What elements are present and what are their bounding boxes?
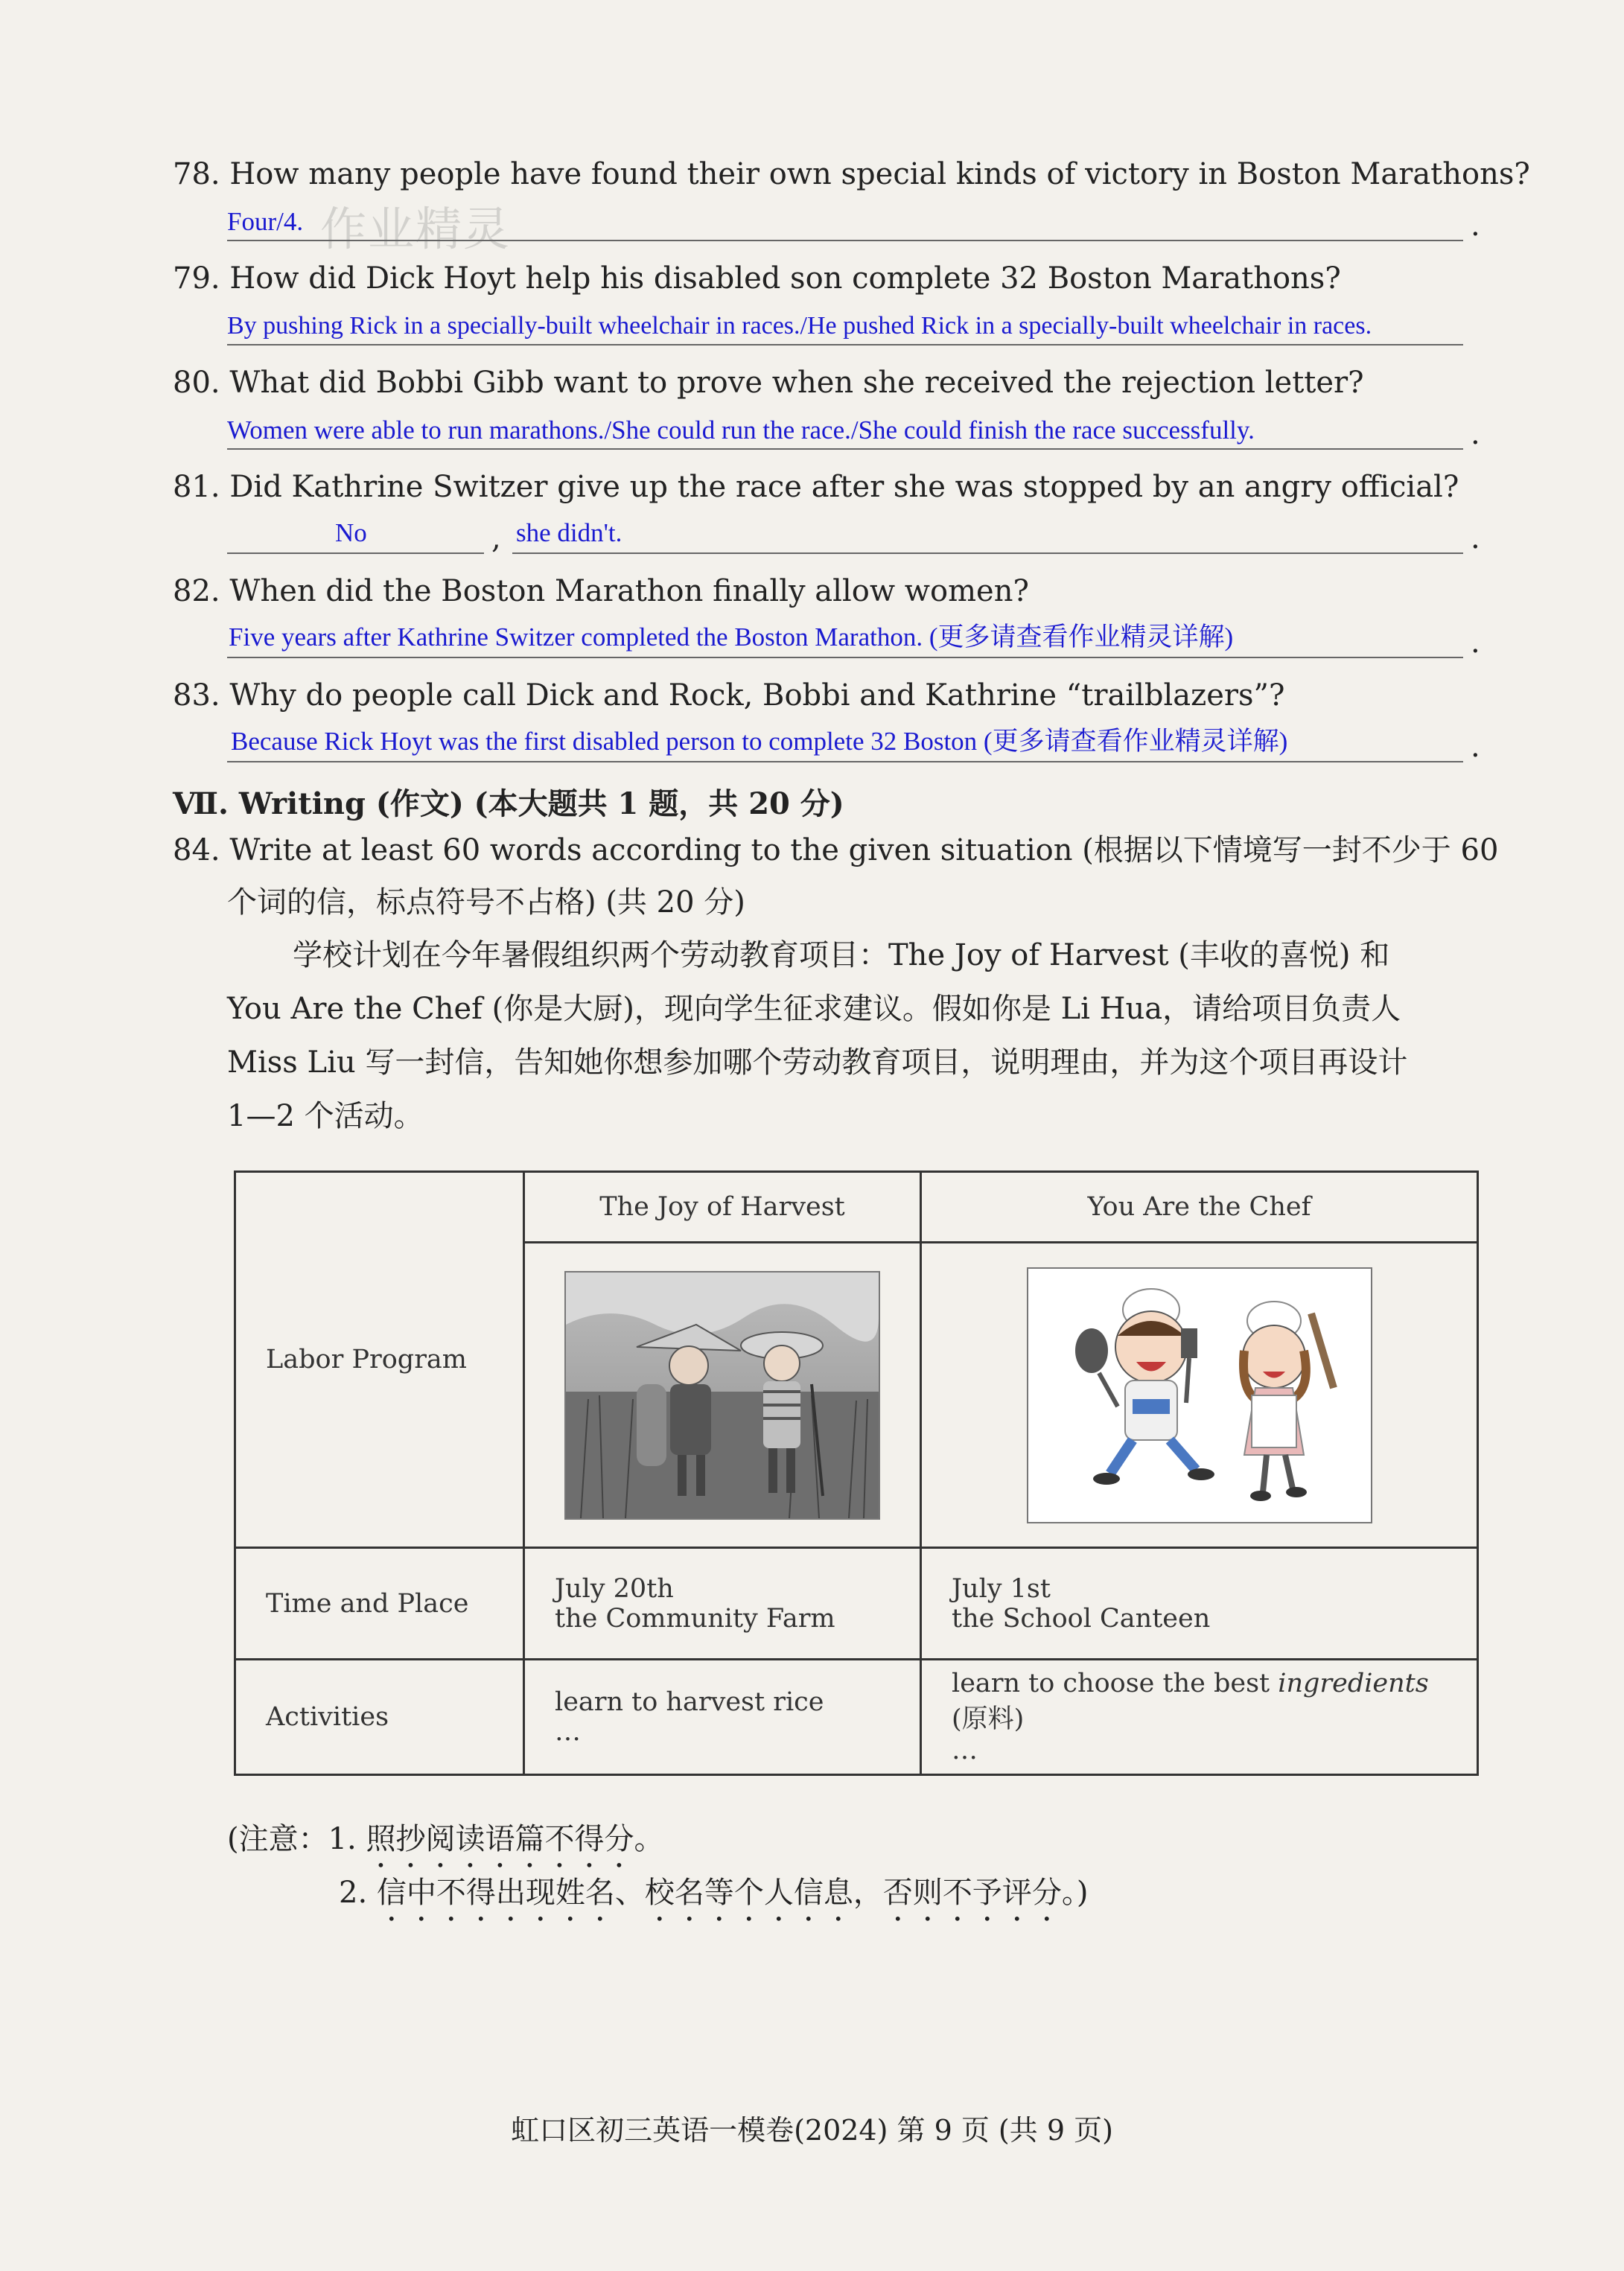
period: . — [1471, 730, 1480, 764]
answer-78: Four/4. — [227, 207, 304, 236]
row-label-program: Labor Program — [235, 1172, 524, 1548]
question-79: 79. How did Dick Hoyt help his disabled son complete 32 Boston Marathons? — [173, 261, 1341, 296]
watermark: 作业精灵 — [320, 202, 512, 256]
answer-81-a: No — [335, 518, 367, 547]
question-84-line2: 个词的信，标点符号不占格) (共 20 分) — [227, 885, 745, 920]
harvest-activities — [524, 1660, 921, 1775]
answer-line-79 — [227, 344, 1463, 345]
period: . — [1471, 521, 1480, 555]
period: . — [1471, 417, 1480, 451]
chef-activity-more: … — [952, 1736, 978, 1765]
harvest-time-place — [524, 1548, 921, 1660]
situation-line2: You Are the Chef (你是大厨)，现向学生征求建议。假如你是 Li Hua，请给项目负责人 — [227, 992, 1401, 1026]
period: . — [1471, 625, 1480, 660]
chef-illustration-cell — [921, 1243, 1478, 1548]
harvest-illustration — [564, 1271, 880, 1520]
situation-line3: Miss Liu 写一封信，告知她你想参加哪个劳动教育项目，说明理由，并为这个项目再设计 — [227, 1045, 1408, 1080]
question-83: 83. Why do people call Dick and Rock, Bobbi and Kathrine “trailblazers”? — [173, 678, 1285, 713]
harvest-illustration-cell — [524, 1243, 921, 1548]
question-81: 81. Did Kathrine Switzer give up the race after she was stopped by an angry official? — [173, 470, 1459, 504]
answer-80: Women were able to run marathons./She could run the race./She could finish the race successfully. — [227, 415, 1255, 445]
answer-line-81-b — [512, 552, 1463, 554]
header-joy-of-harvest: The Joy of Harvest — [524, 1172, 921, 1243]
answer-line-80 — [227, 448, 1463, 450]
situation-line1: 学校计划在今年暑假组织两个劳动教育项目：The Joy of Harvest (丰收的喜悦) 和 — [293, 938, 1390, 972]
answer-line-81-a — [227, 552, 484, 554]
note-2: 2. 信中不得出现姓名、校名等个人信息，否则不予评分。) — [339, 1876, 1089, 1910]
answer-81-b: she didn't. — [516, 518, 622, 547]
chef-activities — [921, 1660, 1478, 1775]
answer-83: Because Rick Hoyt was the first disabled person to complete 32 Boston (更多请查看作业精灵详解) — [231, 727, 1288, 756]
note-1: (注意：1. 照抄阅读语篇不得分。 — [227, 1822, 664, 1856]
question-80: 80. What did Bobbi Gibb want to prove when she received the rejection letter? — [173, 366, 1364, 400]
comma: , — [491, 521, 501, 555]
harvest-activity-more: … — [555, 1717, 581, 1747]
answer-line-82 — [227, 657, 1463, 658]
answer-line-78 — [227, 240, 1463, 241]
harvest-date: July 20th — [555, 1573, 674, 1604]
question-82: 82. When did the Boston Marathon finally allow women? — [173, 574, 1029, 608]
question-84-line1: 84. Write at least 60 words according to the given situation (根据以下情境写一封不少于 60 — [173, 833, 1499, 867]
chef-activity-1: learn to choose the best ingredients (原料) — [952, 1669, 1429, 1734]
chef-time-place — [921, 1548, 1478, 1660]
harvest-place: the Community Farm — [555, 1603, 835, 1634]
program-table — [234, 1170, 1479, 1776]
situation-line4: 1—2 个活动。 — [227, 1099, 424, 1133]
harvest-activity-1: learn to harvest rice — [555, 1687, 824, 1717]
chef-date: July 1st — [952, 1573, 1051, 1604]
section-title: Ⅶ. Writing (作文) (本大题共 1 题，共 20 分) — [173, 786, 844, 821]
answer-79: By pushing Rick in a specially-built wheelchair in races./He pushed Rick in a specially-built wheelchair in races. — [227, 312, 1372, 340]
row-label-time-place: Time and Place — [235, 1548, 524, 1660]
answer-82: Five years after Kathrine Switzer completed the Boston Marathon. (更多请查看作业精灵详解) — [229, 622, 1234, 652]
chef-illustration — [1027, 1267, 1372, 1523]
answer-line-83 — [227, 761, 1463, 762]
page-footer: 虹口区初三英语一模卷(2024) 第 9 页 (共 9 页) — [511, 2114, 1113, 2147]
chef-place: the School Canteen — [952, 1603, 1211, 1634]
header-you-are-the-chef: You Are the Chef — [921, 1172, 1478, 1243]
question-78: 78. How many people have found their own special kinds of victory in Boston Marathons? — [173, 157, 1530, 191]
row-label-activities: Activities — [235, 1660, 524, 1775]
period: . — [1471, 208, 1480, 243]
